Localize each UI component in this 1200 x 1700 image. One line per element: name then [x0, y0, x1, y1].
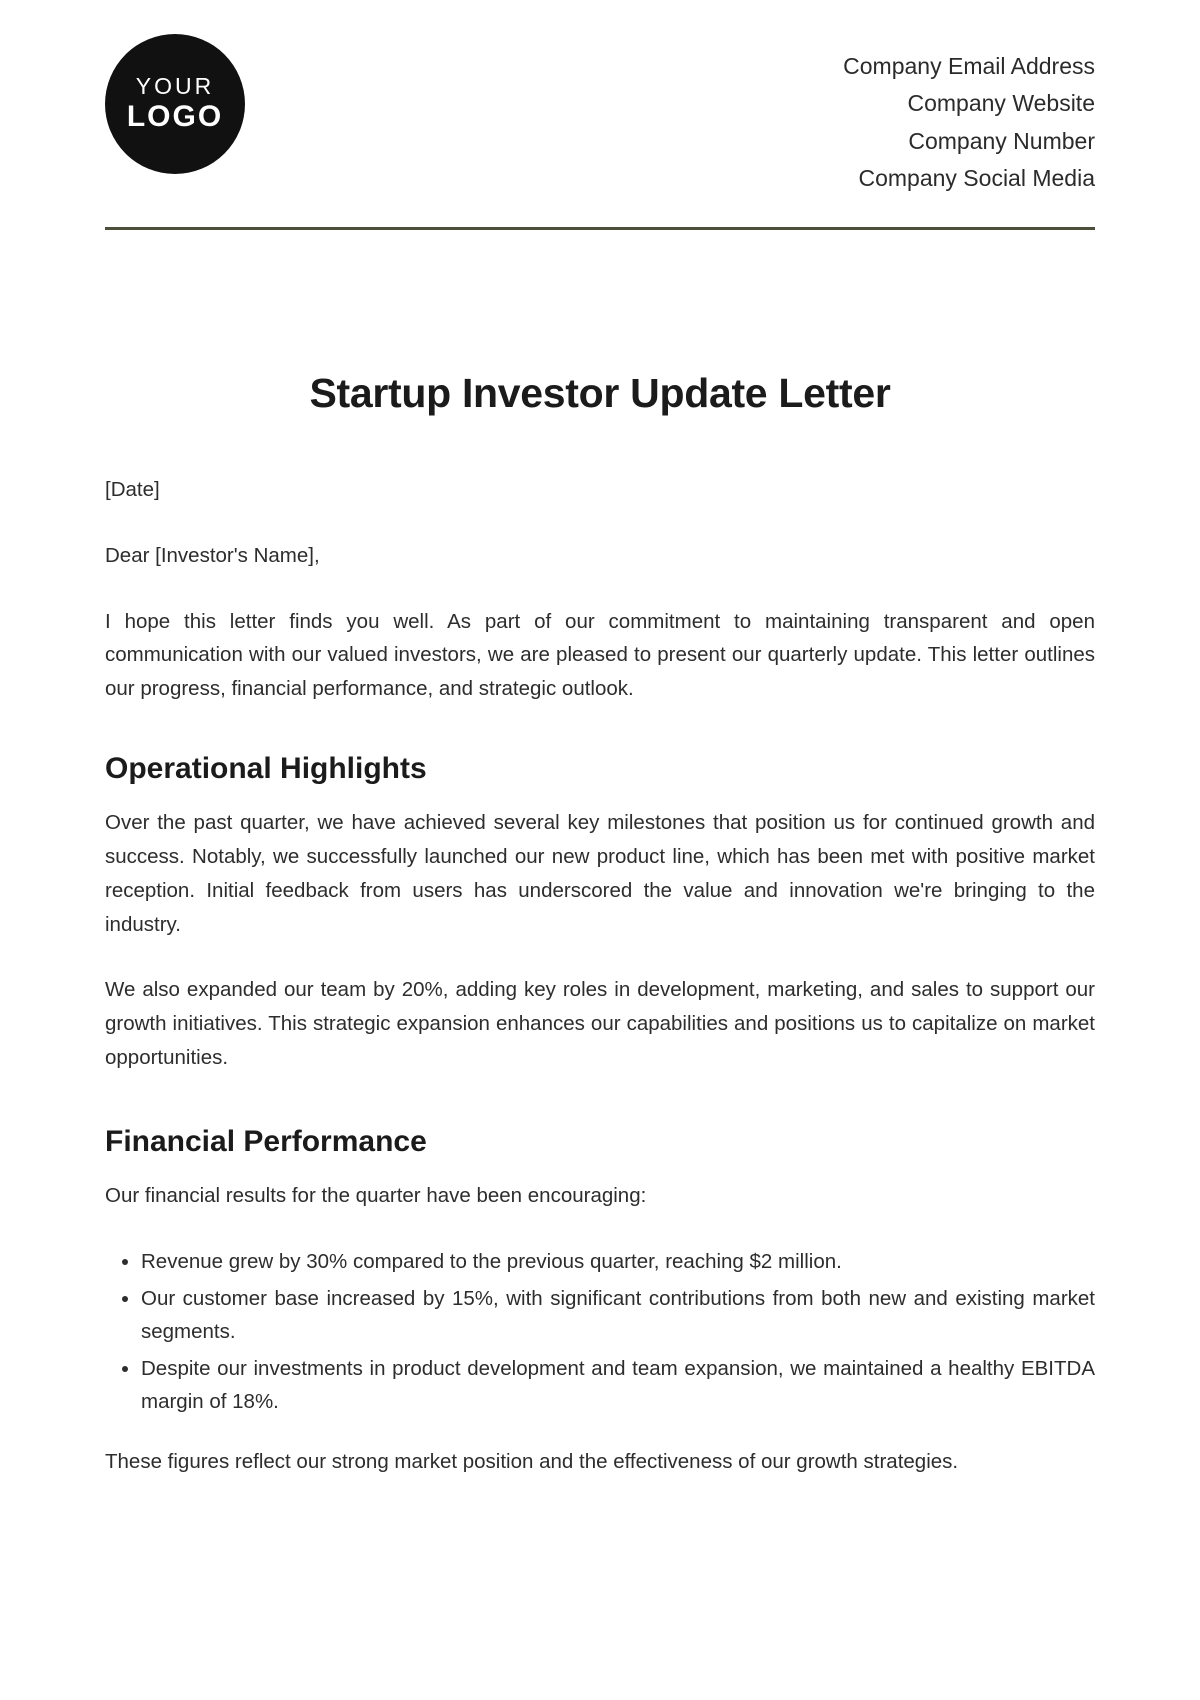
letter-body [105, 417, 1095, 1510]
company-logo [105, 34, 245, 174]
contact-social-media: Company Social Media [858, 164, 1095, 191]
section-heading-financial-performance: Financial Performance [105, 1124, 427, 1158]
contact-number: Company Number [908, 127, 1095, 154]
page-title: Startup Investor Update Letter [309, 370, 891, 416]
operational-paragraph-1: Over the past quarter, we have achieved several key milestones that position us for continued growth and success. Notably, we successfully launched our new product line, which has been met with positive market reception. Initial feedback from users has underscored the value and innovation we're bringing to the industry. [105, 811, 1095, 936]
contact-website: Company Website [907, 90, 1095, 117]
list-item: • Despite our investments in product development and team expansion, we maintained a healthy EBITDA margin of 18%. [141, 1352, 1095, 1418]
operational-paragraph-2: We also expanded our team by 20%, adding key roles in development, marketing, and sales to support our growth initiatives. This strategic expansion enhances our capabilities and positions us to capitalize on market opportunities. [105, 978, 1095, 1069]
contact-email: Company Email Address [843, 53, 1095, 79]
company-contact-block [843, 34, 1095, 197]
logo-bottom-text: LOGO [126, 100, 224, 134]
financial-lead-in: Our financial results for the quarter have been encouraging: [105, 1183, 647, 1207]
letter-header [105, 0, 1095, 197]
date-placeholder: [Date] [105, 478, 160, 501]
financial-closing-wrap [105, 1445, 1095, 1511]
financial-bullet-list [105, 1245, 1095, 1419]
section-heading-operational-highlights: Operational Highlights [105, 752, 427, 786]
intro-paragraph: I hope this letter finds you well. As part of our commitment to maintaining transparent and open communication with our valued investors, we are pleased to present our quarterly update. This letter outlines our progress, financial performance, and strategic outlook. [105, 609, 1095, 701]
salutation: Dear [Investor's Name], [105, 543, 320, 567]
financial-closing-paragraph: These figures reflect our strong market position and the effectiveness of our growth strategies. [105, 1449, 959, 1473]
logo-container [105, 34, 255, 174]
logo-top-text: YOUR [135, 73, 215, 100]
list-item: • Our customer base increased by 15%, with significant contributions from both new and existing market segments. [141, 1282, 1095, 1348]
list-item: • Revenue grew by 30% compared to the previous quarter, reaching $2 million. [141, 1245, 1095, 1278]
